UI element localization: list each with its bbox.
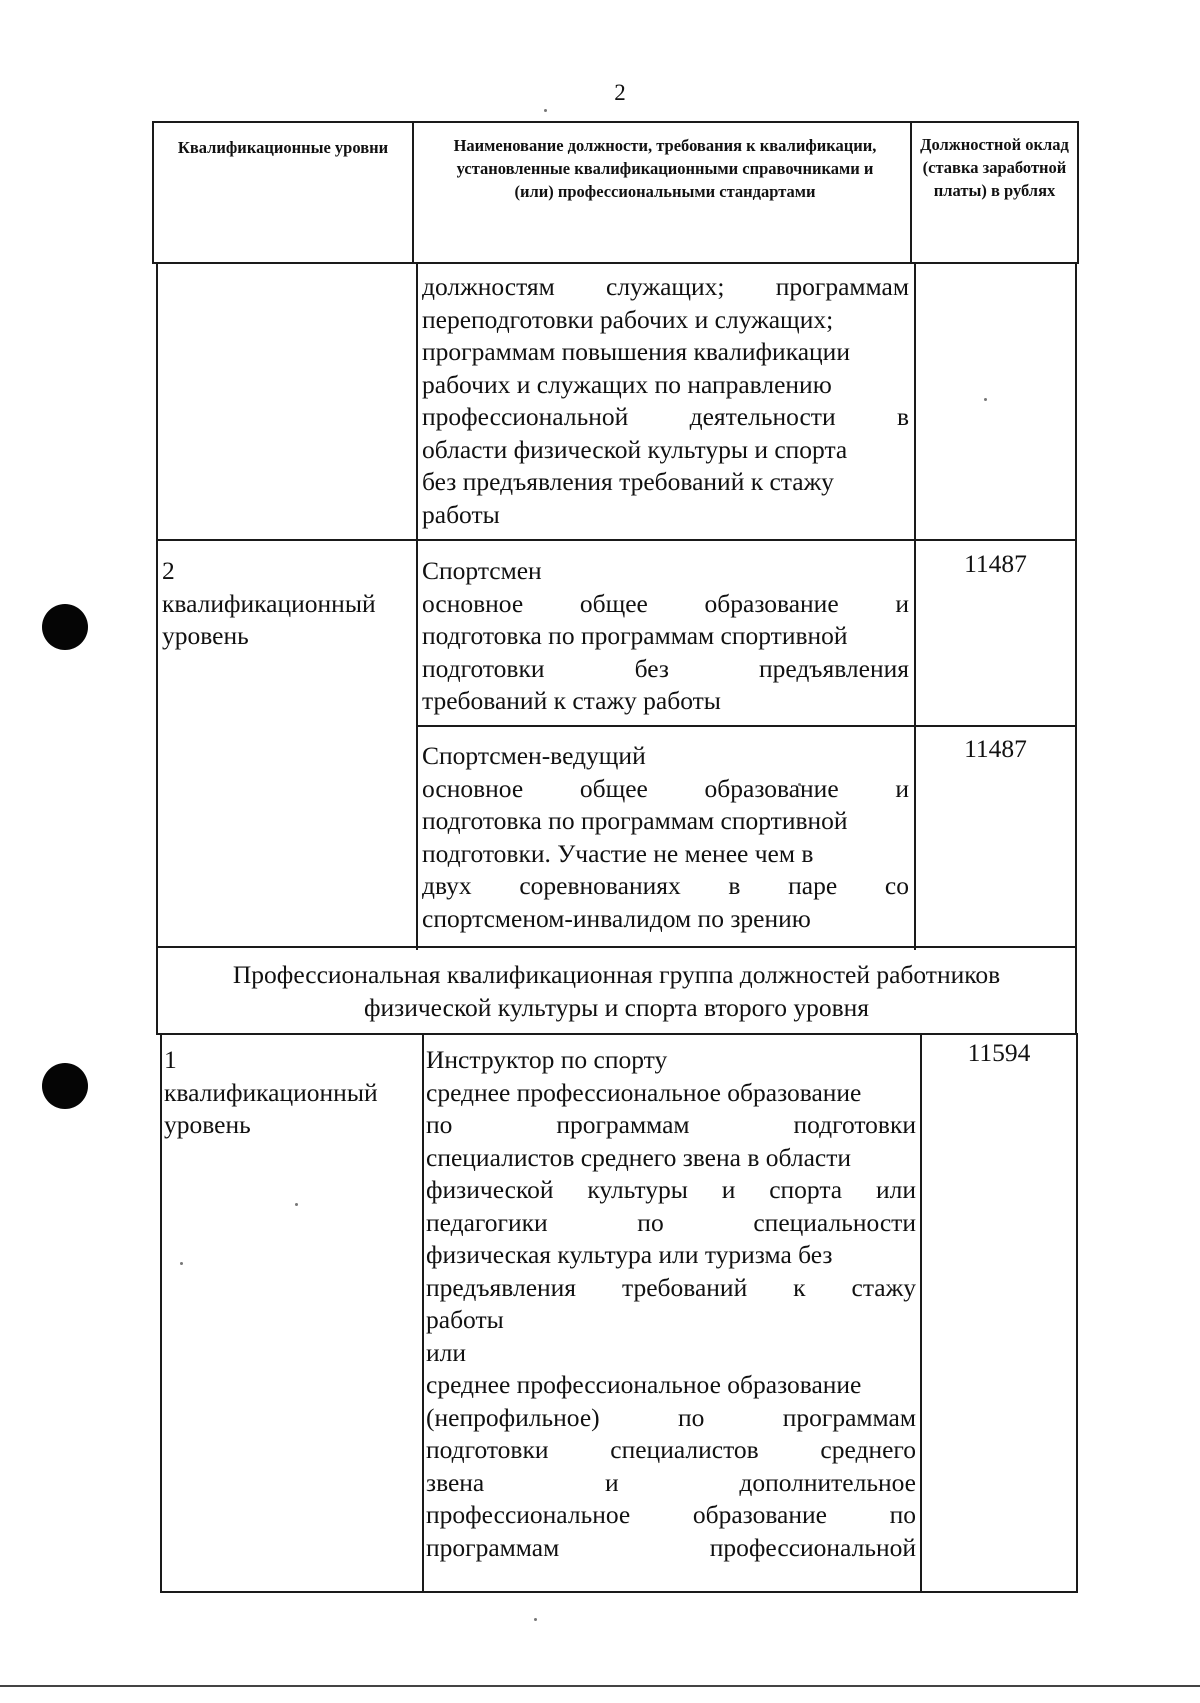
text-line: среднее профессиональное образование	[426, 1370, 862, 1399]
table-border	[1077, 121, 1079, 262]
text-word: образование	[704, 588, 839, 618]
continuation-description	[422, 271, 909, 531]
text-word: подготовки	[422, 653, 545, 683]
text-line: работы	[422, 499, 500, 529]
text-line: специалистов среднего звена в области	[426, 1142, 851, 1172]
text-word: профессиональное	[426, 1500, 631, 1529]
group-title-line: Профессиональная квалификационная группа должностей работников	[232, 960, 1001, 989]
level-suffix: уровень	[164, 1110, 251, 1139]
text-word: предъявления	[426, 1272, 577, 1302]
table-border	[416, 725, 1077, 727]
level-number: 1	[164, 1045, 177, 1074]
text-line	[422, 401, 909, 434]
text-line: спортсменом-инвалидом по зрению	[422, 903, 811, 933]
text-line: физическая культура или туризма без	[426, 1240, 833, 1269]
text-word: или	[875, 1175, 916, 1204]
text-word: профессиональной	[709, 1532, 916, 1562]
text-word: программам	[782, 1402, 916, 1432]
position-title: Инструктор по спорту	[426, 1045, 668, 1074]
text-word: общее	[579, 773, 648, 803]
text-word: в	[896, 402, 909, 431]
text-word: подготовки	[793, 1110, 916, 1139]
table-border	[1075, 948, 1077, 1033]
text-line	[422, 653, 909, 686]
table-border	[152, 121, 1079, 123]
salary-sportsman: 11487	[964, 549, 1027, 578]
level-word: квалификационный	[162, 588, 376, 618]
text-line	[422, 773, 909, 806]
text-word: общее	[579, 588, 648, 618]
table-border	[1075, 263, 1077, 950]
text-word: звена	[426, 1467, 485, 1497]
table-border	[412, 121, 414, 262]
text-word: программам	[556, 1110, 690, 1139]
table-border	[156, 539, 1077, 541]
scan-speck	[180, 1262, 183, 1265]
text-word: образование	[704, 773, 839, 803]
text-word: специальности	[753, 1207, 916, 1237]
level-suffix: уровень	[162, 621, 249, 650]
header-level-text: Квалификационные уровни	[177, 138, 389, 157]
text-word: программам	[775, 272, 909, 301]
text-word: спорта	[769, 1175, 843, 1204]
scan-speck	[295, 1203, 298, 1206]
position-sportsman-lead	[422, 740, 909, 935]
text-word: по	[637, 1207, 664, 1237]
text-word: дополнительное	[739, 1467, 916, 1497]
text-line: переподготовки рабочих и служащих;	[422, 304, 834, 334]
group2-level-1-label	[164, 1044, 420, 1142]
header-salary	[912, 133, 1077, 202]
text-line	[426, 1402, 916, 1435]
text-word: и	[895, 773, 909, 803]
text-word: к	[793, 1272, 806, 1302]
text-word: деятельности	[689, 402, 836, 431]
text-line	[426, 1499, 916, 1532]
salary-sport-instructor: 11594	[967, 1038, 1031, 1067]
text-line	[422, 870, 909, 903]
table-border	[1076, 1035, 1078, 1593]
text-line: программам повышения квалификации	[422, 337, 850, 366]
text-word: и	[721, 1175, 736, 1204]
table-border	[156, 263, 158, 950]
punch-hole-icon	[42, 604, 88, 650]
table-border	[152, 262, 1079, 264]
scan-speck	[544, 109, 547, 112]
text-line: подготовка по программам спортивной	[422, 806, 848, 835]
table-border	[156, 946, 1077, 948]
text-line: работы	[426, 1305, 504, 1334]
text-word: требований	[622, 1272, 748, 1302]
level-number: 2	[162, 556, 175, 585]
header-position-text: Наименование должности, требования к квалификации, установленные квалификационными справочниками и (или) профессиональными стандартами	[453, 136, 877, 201]
text-word: двух	[422, 871, 472, 900]
header-position	[440, 134, 890, 203]
text-word: предъявления	[758, 653, 909, 683]
scan-edge-line	[0, 1685, 1200, 1687]
text-word: основное	[422, 588, 524, 618]
text-line	[426, 1467, 916, 1500]
text-word: стажу	[851, 1272, 916, 1302]
text-line	[422, 588, 909, 621]
text-line: или	[426, 1337, 467, 1367]
text-word: служащих;	[606, 272, 725, 301]
text-word: по	[426, 1110, 453, 1139]
text-word: соревнованиях	[519, 871, 681, 900]
text-line: области физической культуры и спорта	[422, 434, 848, 464]
group-title	[158, 958, 1075, 1024]
header-salary-text: Должностной оклад (ставка заработной платы) в рублях	[920, 135, 1069, 200]
table-border	[914, 263, 916, 950]
text-line	[426, 1532, 916, 1565]
position-sport-instructor	[426, 1044, 916, 1564]
scan-speck	[984, 398, 987, 401]
text-word: паре	[788, 871, 838, 900]
text-word: должностям	[422, 272, 555, 301]
text-line: подготовки. Участие не менее чем в	[422, 838, 814, 868]
position-title: Спортсмен	[422, 556, 542, 585]
text-line	[426, 1207, 916, 1240]
text-line: без предъявления требований к стажу	[422, 467, 834, 496]
text-line: среднее профессиональное образование	[426, 1077, 862, 1107]
position-title: Спортсмен-ведущий	[422, 741, 646, 770]
table-border	[156, 1033, 1078, 1035]
text-line	[422, 271, 909, 304]
text-word: по	[889, 1500, 916, 1529]
header-level	[154, 136, 412, 159]
table-border	[920, 1035, 922, 1593]
punch-hole-icon	[42, 1063, 88, 1109]
text-line	[426, 1109, 916, 1142]
level-word: квалификационный	[164, 1077, 378, 1107]
text-word: и	[895, 588, 909, 618]
text-word: физической	[426, 1175, 554, 1204]
text-word: по	[678, 1402, 705, 1432]
text-word: без	[634, 653, 669, 683]
table-border	[160, 1591, 1078, 1593]
text-word: подготовки	[426, 1435, 549, 1464]
level-2-label	[162, 555, 412, 653]
text-line: подготовка по программам спортивной	[422, 621, 848, 650]
table-border	[416, 263, 418, 950]
text-word: педагогики	[426, 1207, 548, 1237]
group-title-line: физической культуры и спорта второго уровня	[363, 993, 870, 1022]
text-word: программам	[426, 1532, 560, 1562]
text-line: рабочих и служащих по направлению	[422, 369, 832, 399]
salary-sportsman-lead: 11487	[964, 734, 1027, 763]
text-word: образование	[692, 1500, 827, 1529]
text-word: (непрофильное)	[426, 1402, 600, 1432]
text-line	[426, 1434, 916, 1467]
position-sportsman	[422, 555, 909, 718]
text-word: профессиональной	[422, 402, 629, 431]
text-line: требований к стажу работы	[422, 686, 721, 715]
text-word: культуры	[587, 1175, 688, 1204]
text-word: основное	[422, 773, 524, 803]
scan-speck	[534, 1618, 537, 1621]
table-border	[422, 1035, 424, 1593]
text-word: среднего	[820, 1435, 916, 1464]
table-border	[160, 1035, 162, 1593]
text-word: со	[884, 871, 909, 900]
text-word: в	[728, 871, 741, 900]
text-word: специалистов	[610, 1435, 759, 1464]
text-line	[426, 1174, 916, 1207]
page-number: 2	[614, 80, 626, 105]
text-word: и	[604, 1467, 619, 1497]
text-line	[426, 1272, 916, 1305]
